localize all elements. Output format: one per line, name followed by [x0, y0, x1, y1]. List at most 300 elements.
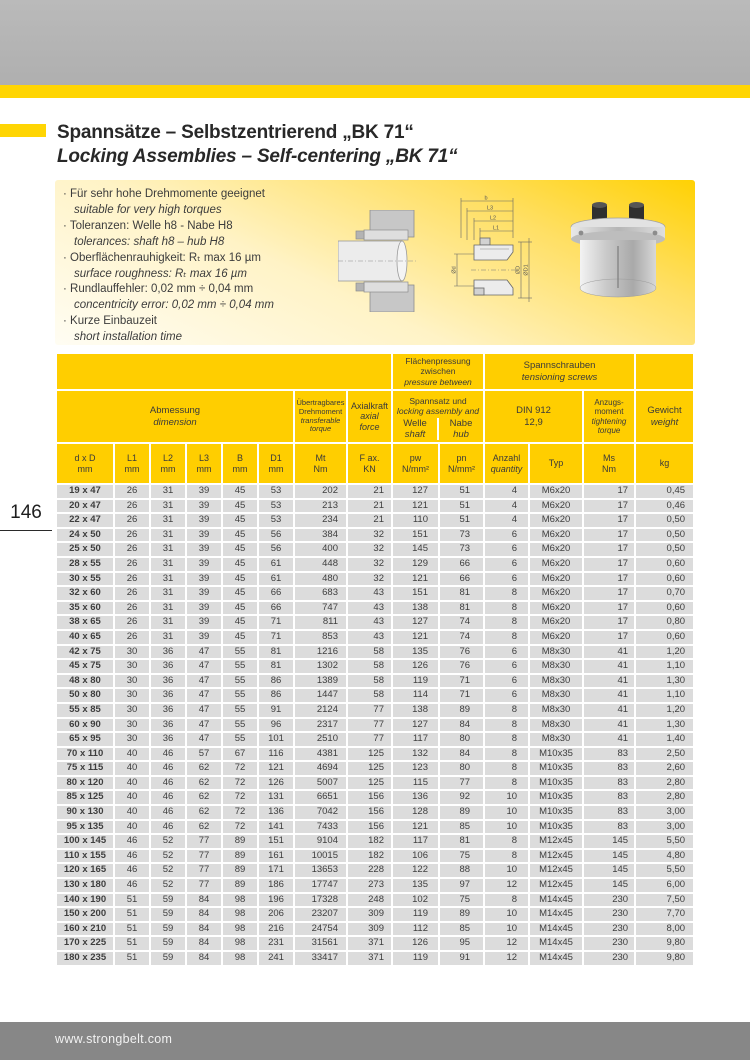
- table-cell: 121: [393, 500, 438, 513]
- page-title-en: Locking Assemblies – Self-centering „BK 71“: [57, 146, 458, 167]
- table-row: [57, 500, 693, 513]
- table-row: [57, 733, 693, 746]
- column-header: Typ: [530, 444, 582, 483]
- table-cell: 73: [440, 543, 483, 556]
- table-row: [57, 704, 693, 717]
- table-cell: 77: [187, 864, 221, 877]
- table-cell: 0,70: [636, 587, 693, 600]
- table-cell: 0,50: [636, 529, 693, 542]
- table-cell: 26: [115, 514, 149, 527]
- table-cell: 41: [584, 689, 634, 702]
- table-cell: 8: [485, 733, 528, 746]
- table-cell: 56: [259, 543, 293, 556]
- table-cell: M8x30: [530, 733, 582, 746]
- table-cell: 81: [259, 660, 293, 673]
- table-cell: 47: [187, 660, 221, 673]
- column-header: pw N/mm²: [393, 444, 438, 483]
- table-row: [57, 777, 693, 790]
- table-cell: 84: [187, 908, 221, 921]
- table-cell: 43: [348, 616, 391, 629]
- table-cell: 6: [485, 573, 528, 586]
- table-cell: 145: [584, 850, 634, 863]
- table-cell: 75 x 115: [57, 762, 113, 775]
- table-cell: 39: [187, 587, 221, 600]
- table-row: [57, 762, 693, 775]
- table-cell: 83: [584, 777, 634, 790]
- table-cell: 84: [187, 923, 221, 936]
- table-cell: 10: [485, 806, 528, 819]
- dimension-label-de: Abmessung: [149, 405, 201, 416]
- table-cell: 228: [348, 864, 391, 877]
- assembly-label-en: locking assembly and: [396, 405, 480, 416]
- table-cell: 80 x 120: [57, 777, 113, 790]
- table-cell: 61: [259, 558, 293, 571]
- table-cell: 52: [151, 850, 185, 863]
- table-cell: 17: [584, 500, 634, 513]
- table-cell: 117: [393, 733, 438, 746]
- table-cell: 6: [485, 689, 528, 702]
- table-cell: 96: [259, 719, 293, 732]
- table-cell: 98: [223, 952, 257, 965]
- table-cell: 17: [584, 602, 634, 615]
- table-row: [57, 864, 693, 877]
- table-cell: 309: [348, 908, 391, 921]
- table-cell: 72: [223, 821, 257, 834]
- table-cell: 117: [393, 835, 438, 848]
- table-cell: M10x35: [530, 791, 582, 804]
- table-cell: 67: [223, 748, 257, 761]
- table-cell: 51: [115, 894, 149, 907]
- table-cell: 51: [440, 485, 483, 498]
- table-cell: 31: [151, 616, 185, 629]
- din-label-1: DIN 912: [516, 405, 551, 416]
- table-cell: 45: [223, 602, 257, 615]
- svg-text:L2: L2: [489, 215, 497, 222]
- header-band-2: [57, 391, 693, 442]
- svg-text:L3: L3: [486, 205, 494, 212]
- table-cell: 4694: [295, 762, 346, 775]
- table-cell: 38 x 65: [57, 616, 113, 629]
- feature-text-en: surface roughness: Rₜ max 16 µm: [74, 267, 248, 280]
- tightening-label-en1: tightening: [591, 416, 627, 426]
- table-cell: 0,60: [636, 631, 693, 644]
- table-cell: 230: [584, 894, 634, 907]
- table-cell: 0,80: [636, 616, 693, 629]
- table-row: [57, 485, 693, 498]
- table-cell: 40: [115, 791, 149, 804]
- table-cell: 1,40: [636, 733, 693, 746]
- screws-label-en: tensioning screws: [521, 371, 598, 383]
- table-cell: 45: [223, 573, 257, 586]
- table-cell: 98: [223, 923, 257, 936]
- table-cell: 119: [393, 908, 438, 921]
- table-cell: 56: [259, 529, 293, 542]
- table-cell: 3,00: [636, 806, 693, 819]
- table-cell: 77: [187, 835, 221, 848]
- table-cell: 120 x 165: [57, 864, 113, 877]
- table-cell: 130 x 180: [57, 879, 113, 892]
- table-cell: 45: [223, 616, 257, 629]
- table-cell: 2124: [295, 704, 346, 717]
- table-cell: 83: [584, 762, 634, 775]
- table-cell: 55: [223, 675, 257, 688]
- table-cell: 30: [115, 660, 149, 673]
- table-cell: 46: [151, 762, 185, 775]
- table-cell: 12: [485, 952, 528, 965]
- table-row: [57, 689, 693, 702]
- table-cell: 135: [393, 879, 438, 892]
- table-cell: 39: [187, 573, 221, 586]
- table-cell: 51: [115, 908, 149, 921]
- table-cell: 36: [151, 704, 185, 717]
- column-header: L3 mm: [187, 444, 221, 483]
- table-row: [57, 675, 693, 688]
- svg-text:ØD: ØD: [515, 265, 522, 275]
- din-label-2: 12,9: [524, 416, 543, 428]
- table-cell: 127: [393, 616, 438, 629]
- table-cell: 17: [584, 631, 634, 644]
- table-cell: 0,50: [636, 514, 693, 527]
- table-cell: 17: [584, 616, 634, 629]
- table-cell: 2510: [295, 733, 346, 746]
- table-cell: 81: [440, 602, 483, 615]
- table-cell: 21: [348, 500, 391, 513]
- title-accent-bar: [0, 124, 46, 137]
- table-cell: 88: [440, 864, 483, 877]
- table-cell: 47: [187, 704, 221, 717]
- table-cell: 125: [348, 777, 391, 790]
- table-cell: 45: [223, 485, 257, 498]
- table-cell: 46: [151, 748, 185, 761]
- table-cell: 8: [485, 719, 528, 732]
- table-cell: 40: [115, 748, 149, 761]
- table-cell: 126: [393, 660, 438, 673]
- table-cell: M8x30: [530, 719, 582, 732]
- table-cell: M12x45: [530, 850, 582, 863]
- svg-text:b: b: [484, 195, 488, 202]
- column-header: d x D mm: [57, 444, 113, 483]
- table-cell: 91: [259, 704, 293, 717]
- table-cell: 145: [584, 879, 634, 892]
- table-cell: 66: [259, 602, 293, 615]
- table-cell: 43: [348, 587, 391, 600]
- table-cell: M6x20: [530, 602, 582, 615]
- table-cell: 58: [348, 660, 391, 673]
- table-cell: 51: [115, 952, 149, 965]
- table-cell: 30 x 55: [57, 573, 113, 586]
- table-cell: 140 x 190: [57, 894, 113, 907]
- page-title-de: Spannsätze – Selbstzentrierend „BK 71“: [57, 122, 414, 143]
- table-cell: 101: [259, 733, 293, 746]
- table-cell: 55: [223, 733, 257, 746]
- table-cell: 35 x 60: [57, 602, 113, 615]
- table-cell: 119: [393, 675, 438, 688]
- table-cell: 2,80: [636, 791, 693, 804]
- table-cell: 127: [393, 485, 438, 498]
- table-row: [57, 952, 693, 965]
- table-cell: 17: [584, 543, 634, 556]
- table-cell: 58: [348, 689, 391, 702]
- table-cell: 45 x 75: [57, 660, 113, 673]
- table-cell: 186: [259, 879, 293, 892]
- table-cell: 161: [259, 850, 293, 863]
- table-cell: 206: [259, 908, 293, 921]
- table-cell: 230: [584, 908, 634, 921]
- table-cell: M12x45: [530, 879, 582, 892]
- screws-label-de: Spannschrauben: [523, 360, 596, 371]
- feature-text-de: · Oberflächenrauhigkeit: Rₜ max 16 µm: [63, 251, 261, 264]
- table-cell: 0,46: [636, 500, 693, 513]
- table-cell: 17: [584, 529, 634, 542]
- table-cell: 33417: [295, 952, 346, 965]
- table-row: [57, 543, 693, 556]
- table-cell: 36: [151, 719, 185, 732]
- table-cell: 110: [393, 514, 438, 527]
- table-cell: 57: [187, 748, 221, 761]
- table-cell: 0,60: [636, 558, 693, 571]
- table-cell: 59: [151, 923, 185, 936]
- page-number-rule: [0, 530, 52, 531]
- table-cell: 5,50: [636, 835, 693, 848]
- table-cell: 40 x 65: [57, 631, 113, 644]
- table-cell: 97: [440, 879, 483, 892]
- table-row: [57, 923, 693, 936]
- column-header: pn N/mm²: [440, 444, 483, 483]
- table-cell: 138: [393, 602, 438, 615]
- table-cell: 41: [584, 675, 634, 688]
- table-cell: 2317: [295, 719, 346, 732]
- table-cell: 89: [223, 879, 257, 892]
- table-cell: 6: [485, 646, 528, 659]
- table-cell: M12x45: [530, 864, 582, 877]
- table-cell: 92: [440, 791, 483, 804]
- table-cell: 46: [151, 777, 185, 790]
- table-cell: 7,50: [636, 894, 693, 907]
- table-cell: 8: [485, 602, 528, 615]
- table-cell: M6x20: [530, 573, 582, 586]
- header-shaft: [393, 418, 439, 440]
- table-cell: 58: [348, 675, 391, 688]
- table-cell: 85 x 125: [57, 791, 113, 804]
- table-row: [57, 646, 693, 659]
- table-cell: 55: [223, 704, 257, 717]
- table-cell: 1,20: [636, 646, 693, 659]
- table-cell: 76: [440, 660, 483, 673]
- table-cell: 126: [259, 777, 293, 790]
- table-cell: 95 x 135: [57, 821, 113, 834]
- table-cell: 84: [440, 748, 483, 761]
- column-header: L1 mm: [115, 444, 149, 483]
- table-cell: 0,60: [636, 602, 693, 615]
- assembly-label-de: Spannsatz und: [409, 395, 467, 406]
- table-cell: 10: [485, 791, 528, 804]
- table-cell: 2,60: [636, 762, 693, 775]
- header-dimension: [57, 391, 293, 442]
- table-cell: 83: [584, 821, 634, 834]
- feature-text-en: concentricity error: 0,02 mm ÷ 0,04 mm: [74, 299, 274, 312]
- table-cell: 230: [584, 952, 634, 965]
- footer-bar: [0, 1022, 750, 1060]
- table-cell: 51: [440, 514, 483, 527]
- table-cell: 32: [348, 529, 391, 542]
- table-cell: 17: [584, 514, 634, 527]
- feature-text-de: · Rundlauffehler: 0,02 mm ÷ 0,04 mm: [63, 283, 254, 296]
- table-cell: 39: [187, 514, 221, 527]
- table-cell: 7,70: [636, 908, 693, 921]
- table-cell: 39: [187, 500, 221, 513]
- table-cell: 31: [151, 631, 185, 644]
- header-torque: [295, 391, 346, 442]
- svg-text:L1: L1: [492, 225, 500, 232]
- table-cell: 51: [115, 937, 149, 950]
- table-cell: 9,80: [636, 952, 693, 965]
- table-cell: 131: [259, 791, 293, 804]
- table-cell: 72: [223, 762, 257, 775]
- axial-label-en2: force: [359, 421, 380, 432]
- table-cell: 31: [151, 558, 185, 571]
- header-axial: [348, 391, 391, 442]
- table-cell: 1216: [295, 646, 346, 659]
- table-cell: 230: [584, 937, 634, 950]
- table-cell: 65 x 95: [57, 733, 113, 746]
- table-cell: 39: [187, 485, 221, 498]
- table-cell: 50 x 80: [57, 689, 113, 702]
- table-cell: 73: [440, 529, 483, 542]
- table-cell: 156: [348, 806, 391, 819]
- table-cell: 31561: [295, 937, 346, 950]
- table-cell: 89: [223, 864, 257, 877]
- table-cell: 81: [259, 646, 293, 659]
- table-cell: 26: [115, 558, 149, 571]
- table-cell: 45: [223, 558, 257, 571]
- table-cell: 40: [115, 777, 149, 790]
- table-cell: 53: [259, 500, 293, 513]
- table-cell: 7433: [295, 821, 346, 834]
- table-body: [57, 485, 693, 965]
- dimension-drawing: [451, 194, 537, 309]
- column-header: D1 mm: [259, 444, 293, 483]
- table-cell: M6x20: [530, 514, 582, 527]
- table-cell: 98: [223, 937, 257, 950]
- table-cell: 30: [115, 719, 149, 732]
- table-cell: 10015: [295, 850, 346, 863]
- table-cell: 8: [485, 762, 528, 775]
- table-cell: 1447: [295, 689, 346, 702]
- table-cell: 72: [223, 806, 257, 819]
- table-cell: 66: [259, 587, 293, 600]
- header-screws: [485, 354, 634, 389]
- table-cell: 45: [223, 529, 257, 542]
- table-cell: 1,20: [636, 704, 693, 717]
- table-cell: 17: [584, 573, 634, 586]
- table-cell: 24 x 50: [57, 529, 113, 542]
- table-cell: 141: [259, 821, 293, 834]
- table-cell: 30: [115, 733, 149, 746]
- table-cell: 8: [485, 704, 528, 717]
- column-header: B mm: [223, 444, 257, 483]
- table-cell: 75: [440, 850, 483, 863]
- table-cell: 160 x 210: [57, 923, 113, 936]
- torque-label-de1: Übertragbares: [296, 398, 345, 408]
- table-cell: 151: [393, 587, 438, 600]
- table-cell: 8: [485, 835, 528, 848]
- hub-label-en: hub: [453, 428, 469, 440]
- table-cell: 32: [348, 543, 391, 556]
- top-yellow-bar: [0, 85, 750, 98]
- feature-item: [63, 187, 274, 219]
- table-row: [57, 791, 693, 804]
- table-cell: 46: [151, 806, 185, 819]
- table-cell: 138: [393, 704, 438, 717]
- column-header: Anzahl quantity: [485, 444, 528, 483]
- table-cell: 683: [295, 587, 346, 600]
- table-cell: 26: [115, 500, 149, 513]
- table-cell: 17: [584, 587, 634, 600]
- specification-table: [55, 352, 695, 967]
- header-spacer: [636, 354, 693, 389]
- table-cell: 48 x 80: [57, 675, 113, 688]
- table-cell: 46: [151, 821, 185, 834]
- table-cell: 55 x 85: [57, 704, 113, 717]
- table-cell: 4,80: [636, 850, 693, 863]
- table-row: [57, 631, 693, 644]
- table-cell: 5,50: [636, 864, 693, 877]
- table-cell: 121: [393, 821, 438, 834]
- table-cell: 32 x 60: [57, 587, 113, 600]
- table-cell: 136: [393, 791, 438, 804]
- table-cell: M10x35: [530, 748, 582, 761]
- table-cell: 3,00: [636, 821, 693, 834]
- table-cell: 6: [485, 675, 528, 688]
- table-cell: 230: [584, 923, 634, 936]
- header-spacer: [57, 354, 391, 389]
- table-cell: M14x45: [530, 923, 582, 936]
- table-cell: 182: [348, 835, 391, 848]
- table-cell: 248: [348, 894, 391, 907]
- table-cell: 40: [115, 806, 149, 819]
- table-cell: 145: [393, 543, 438, 556]
- table-cell: 74: [440, 631, 483, 644]
- feature-item: [63, 219, 274, 251]
- table-cell: 196: [259, 894, 293, 907]
- table-cell: 12: [485, 937, 528, 950]
- table-cell: 9104: [295, 835, 346, 848]
- table-cell: 202: [295, 485, 346, 498]
- table-cell: 6: [485, 543, 528, 556]
- table-cell: 62: [187, 777, 221, 790]
- table-cell: 213: [295, 500, 346, 513]
- pressure-label-en: pressure between: [404, 376, 472, 387]
- table-cell: M6x20: [530, 543, 582, 556]
- table-row: [57, 821, 693, 834]
- table-cell: 71: [440, 675, 483, 688]
- table-cell: 31: [151, 529, 185, 542]
- table-cell: 136: [259, 806, 293, 819]
- table-cell: 12: [485, 879, 528, 892]
- table-cell: 234: [295, 514, 346, 527]
- table-cell: 6: [485, 529, 528, 542]
- table-cell: 145: [584, 864, 634, 877]
- table-cell: 7042: [295, 806, 346, 819]
- table-cell: 40: [115, 762, 149, 775]
- table-cell: 72: [223, 791, 257, 804]
- top-gray-banner: [0, 0, 750, 85]
- table-cell: 55: [223, 660, 257, 673]
- table-cell: 30: [115, 646, 149, 659]
- table-cell: 30: [115, 675, 149, 688]
- feature-text-de: · Toleranzen: Welle h8 - Nabe H8: [63, 219, 233, 232]
- table-cell: 91: [440, 952, 483, 965]
